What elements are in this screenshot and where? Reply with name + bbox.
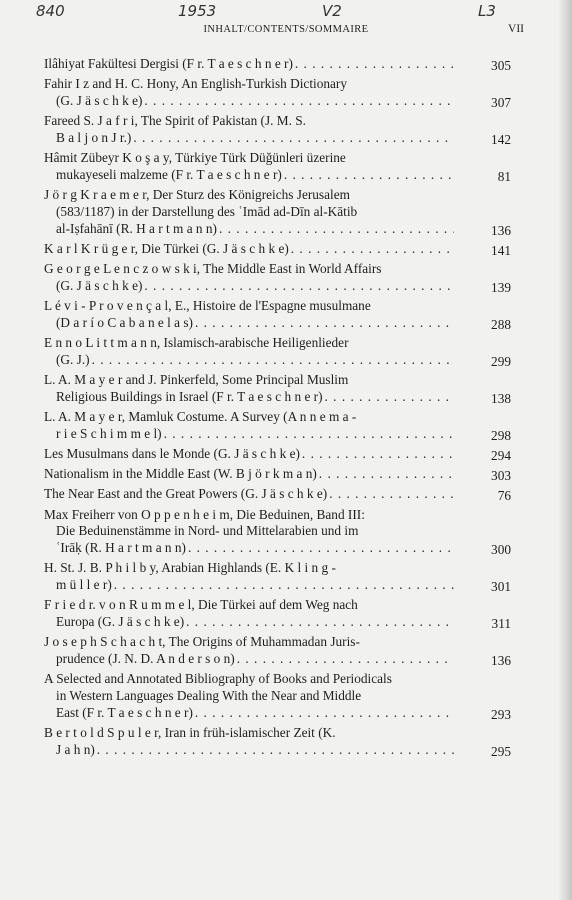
toc-entry — [44, 76, 511, 110]
toc-entry — [44, 560, 511, 595]
toc-entry-line — [44, 651, 456, 668]
handwritten-note-volume: V2 — [322, 2, 342, 20]
toc-entry-text: East (F r. T a e s c h n e r) — [56, 704, 193, 720]
toc-entry-text: r i e S c h i m m e l) — [56, 425, 162, 441]
toc-entry-text: prudence (J. N. D. A n d e r s o n) — [56, 651, 235, 667]
page-edge-shadow — [558, 0, 572, 900]
dot-leader — [237, 651, 454, 668]
toc-entry-line — [44, 241, 456, 258]
handwritten-note-right: L3 — [478, 2, 496, 20]
dot-leader — [144, 278, 454, 295]
toc-page-number: 294 — [491, 448, 511, 464]
toc-entry-line: J ö r g K r a e m e r, Der Sturz des Königreichs Jerusalem — [44, 187, 350, 203]
dot-leader — [114, 577, 454, 594]
toc-page-number: 76 — [497, 488, 511, 504]
dot-leader — [133, 130, 454, 147]
toc-entry-line: Fareed S. J a f r i, The Spirit of Pakistan (J. M. S. — [44, 113, 306, 129]
toc-entry-line — [44, 705, 456, 722]
toc-entry — [44, 486, 511, 504]
dot-leader — [291, 241, 454, 258]
dot-leader — [329, 486, 454, 503]
toc-entry-text: (G. J ä s c h k e) — [56, 92, 143, 108]
toc-entry-line — [44, 389, 456, 406]
toc-entry-line — [44, 426, 456, 443]
toc-entry-text: B a l j o n J r.) — [56, 129, 132, 145]
toc-entry-line — [44, 446, 456, 463]
toc-entry-line: Fahir I z and H. C. Hony, An English-Turkish Dictionary — [44, 76, 347, 92]
toc-page-number: 305 — [491, 58, 511, 73]
toc-entry-text: Nationalism in the Middle East (W. B j ö r k m a n) — [44, 466, 317, 482]
toc-page-number: 295 — [491, 743, 511, 759]
header-title: INHALT/CONTENTS/SOMMAIRE — [203, 24, 369, 35]
toc-entry-line — [44, 56, 456, 73]
toc-entry-line — [44, 315, 456, 332]
handwritten-note-left: 840 — [36, 2, 65, 20]
toc-entry — [44, 240, 511, 258]
toc-page-number: 301 — [491, 579, 511, 595]
toc-page-number: 298 — [491, 427, 511, 443]
header-folio: VII — [508, 23, 524, 35]
toc-entry-line: J o s e p h S c h a c h t, The Origins of Muhammadan Juris- — [44, 634, 360, 650]
toc-entry — [44, 671, 511, 722]
table-of-contents — [44, 56, 511, 762]
toc-entry-line: Max Freiherr von O p p e n h e i m, Die Beduinen, Band III: — [44, 506, 365, 522]
toc-entry — [44, 372, 511, 406]
toc-entry-line — [44, 352, 456, 369]
toc-entry-text: Ilâhiyat Fakültesi Dergisi (F r. T a e s c h n e r) — [44, 56, 293, 71]
toc-entry-text: Europa (G. J ä s c h k e) — [56, 614, 185, 630]
running-header — [0, 22, 572, 42]
toc-entry-line: L é v i - P r o v e n ç a l, E., Histoire de l'Espagne musulmane — [44, 298, 371, 314]
toc-entry-line — [44, 577, 456, 594]
toc-entry — [44, 298, 511, 332]
toc-entry — [44, 335, 511, 369]
toc-entry-line: L. A. M a y e r, Mamluk Costume. A Survey (A n n e m a - — [44, 409, 357, 425]
toc-entry-line — [44, 742, 456, 759]
toc-entry-text: Religious Buildings in Israel (F r. T a e s c h n e r) — [56, 388, 323, 404]
dot-leader — [325, 389, 454, 406]
dot-leader — [188, 540, 454, 557]
toc-entry-line: Die Beduinenstämme in Nord- und Mittelarabien und im — [56, 523, 359, 539]
toc-entry-text: Les Musulmans dans le Monde (G. J ä s c h k e) — [44, 446, 300, 462]
toc-entry — [44, 597, 511, 632]
dot-leader — [302, 446, 454, 463]
dot-leader — [219, 221, 454, 238]
toc-entry-line: B e r t o l d S p u l e r, Iran in früh-islamischer Zeit (K. — [44, 725, 336, 741]
toc-entry-line — [44, 93, 456, 110]
toc-entry-line — [44, 486, 456, 503]
toc-entry-text: m ü l l e r) — [56, 577, 112, 593]
toc-entry-line — [44, 466, 456, 483]
toc-entry — [44, 506, 511, 558]
toc-entry-text: K a r l K r ü g e r, Die Türkei (G. J ä s c h k e) — [44, 240, 289, 256]
toc-entry — [44, 634, 511, 669]
toc-page-number: 288 — [491, 316, 511, 332]
toc-page-number: 303 — [491, 468, 511, 484]
toc-entry-line: F r i e d r. v o n R u m m e l, Die Türkei auf dem Weg nach — [44, 597, 358, 613]
toc-page-number: 299 — [491, 353, 511, 369]
toc-page-number: 81 — [497, 168, 511, 184]
toc-entry-text: The Near East and the Great Powers (G. J ä s c h k e) — [44, 486, 328, 502]
toc-entry — [44, 466, 511, 484]
toc-entry-line: Hâmit Zübeyr K o ş a y, Türkiye Türk Düğünleri üzerine — [44, 150, 346, 166]
toc-entry — [44, 446, 511, 464]
toc-page-number: 141 — [491, 242, 511, 258]
toc-page-number: 139 — [491, 279, 511, 295]
dot-leader — [295, 56, 454, 73]
dot-leader — [97, 742, 454, 759]
toc-page-number: 300 — [491, 542, 511, 558]
toc-entry-line: E n n o L i t t m a n n, Islamisch-arabische Heiligenlieder — [44, 335, 349, 351]
toc-page-number: 138 — [491, 390, 511, 406]
toc-entry — [44, 187, 511, 238]
toc-entry — [44, 150, 511, 184]
toc-entry-line — [44, 167, 456, 184]
dot-leader — [164, 426, 454, 443]
toc-page-number: 293 — [491, 706, 511, 722]
toc-page-number: 311 — [491, 616, 511, 632]
toc-page-number: 136 — [491, 222, 511, 238]
toc-entry — [44, 261, 511, 295]
toc-entry — [44, 56, 511, 73]
toc-entry-line: (583/1187) in der Darstellung des ʿImād ad-Dīn al-Kātib — [56, 203, 358, 219]
toc-page-number: 136 — [491, 653, 511, 669]
toc-page-number: 307 — [491, 94, 511, 110]
toc-entry-text: (D a r í o C a b a n e l a s) — [56, 314, 193, 330]
dot-leader — [195, 315, 454, 332]
dot-leader — [144, 93, 454, 110]
dot-leader — [319, 466, 454, 483]
toc-entry-line — [44, 278, 456, 295]
handwritten-note-year: 1953 — [178, 2, 217, 20]
toc-entry-text: mukayeseli malzeme (F r. T a e s c h n e r) — [56, 166, 282, 182]
dot-leader — [195, 705, 454, 722]
toc-entry-text: ʿIrāḳ (R. H a r t m a n n) — [56, 540, 186, 556]
toc-entry-line — [44, 130, 456, 147]
toc-entry-line: A Selected and Annotated Bibliography of Books and Periodicals — [44, 671, 392, 687]
toc-entry-line: G e o r g e L e n c z o w s k i, The Middle East in World Affairs — [44, 261, 382, 277]
dot-leader — [284, 167, 454, 184]
dot-leader — [186, 614, 454, 631]
toc-entry-line: H. St. J. B. P h i l b y, Arabian Highlands (E. K l i n g - — [44, 560, 336, 576]
toc-entry-line — [44, 614, 456, 631]
toc-entry-text: al-Iṣfahānī (R. H a r t m a n n) — [56, 220, 217, 236]
toc-entry-line — [44, 540, 456, 557]
toc-entry — [44, 113, 511, 147]
dot-leader — [92, 352, 454, 369]
toc-page-number: 142 — [491, 131, 511, 147]
toc-entry-line: L. A. M a y e r and J. Pinkerfeld, Some Principal Muslim — [44, 372, 349, 388]
toc-entry-text: (G. J ä s c h k e) — [56, 277, 143, 293]
toc-entry — [44, 409, 511, 443]
toc-entry — [44, 725, 511, 759]
toc-entry-line: in Western Languages Dealing With the Near and Middle — [56, 688, 362, 704]
toc-entry-text: (G. J.) — [56, 351, 90, 367]
toc-entry-line — [44, 221, 456, 238]
toc-entry-text: J a h n) — [56, 741, 95, 757]
